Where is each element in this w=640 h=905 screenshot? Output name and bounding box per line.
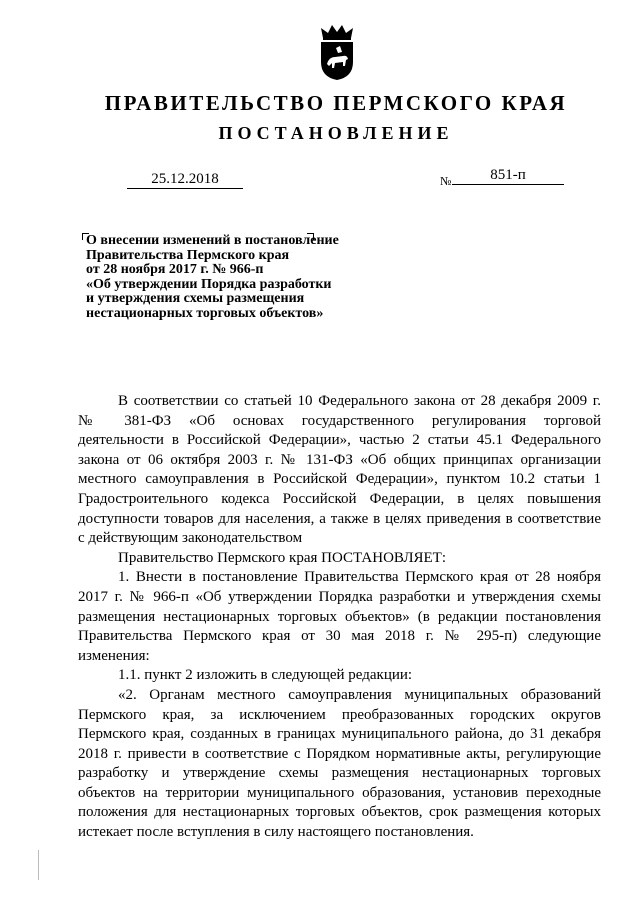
body-line: № 381-ФЗ «Об основах государственного регулирования торговой	[78, 412, 601, 429]
body-line: 1. Внести в постановление Правительства Пермского края от 28 ноября	[118, 569, 601, 586]
document-body	[78, 392, 601, 843]
body-line: 1.1. пункт 2 изложить в следующей редакции:	[118, 667, 413, 684]
subject-line: «Об утверждении Порядка разработки	[86, 276, 332, 292]
subject-line: и утверждения схемы размещения	[86, 291, 305, 306]
body-line: разработку и утверждение схемы размещения нестационарных торговых	[78, 765, 601, 782]
body-line: 2017 г. № 966-п «Об утверждении Порядка разработки и утверждения схемы	[78, 588, 601, 605]
coat-of-arms-icon	[315, 22, 359, 82]
body-line: Правительство Пермского края ПОСТАНОВЛЯЕТ:	[118, 549, 447, 566]
document-number: 851-п	[452, 167, 564, 185]
subject-line: О внесении изменений в постановление	[86, 233, 339, 248]
document-date: 25.12.2018	[127, 171, 243, 189]
body-line: «2. Органам местного самоуправления муниципальных образований	[118, 686, 601, 703]
body-line: В соответствии со статьей 10 Федерального закона от 28 декабря 2009 г.	[118, 393, 601, 409]
subject-block	[86, 234, 386, 321]
body-line: объектов на территории муниципального образования, установив переходные	[78, 784, 601, 801]
body-line: деятельности в Российской Федерации», частью 2 статьи 45.1 Федерального	[78, 432, 601, 449]
subject-line: нестационарных торговых объектов»	[86, 305, 324, 321]
body-line: положения для нестационарных торговых объектов, срок размещения которых	[78, 804, 601, 821]
body-line: Правительства Пермского края от 30 мая 2018 г. № 295-п) следующие	[78, 628, 601, 645]
body-line: Градостроительного кодекса Российской Федерации, в целях повышения	[78, 490, 601, 507]
document-type: ПОСТАНОВЛЕНИЕ	[218, 123, 454, 143]
body-line: местного самоуправления в Российской Федерации», пунктом 10.2 статьи 1	[78, 471, 601, 488]
body-line: доступности товаров для населения, а также в целях приведения в соответствие	[78, 510, 601, 527]
body-line: изменения:	[78, 647, 150, 664]
body-line: истекает после вступления в силу настоящего постановления.	[78, 824, 474, 841]
subject-line: от 28 ноября 2017 г. № 966-п	[86, 262, 264, 277]
body-line: с действующим законодательством	[78, 530, 303, 547]
subject-line: Правительства Пермского края	[86, 247, 290, 263]
body-line: Пермского края, созданных в границах муниципального района, до 31 декабря	[78, 726, 601, 743]
body-line: 2018 г. привести в соответствие с Порядком нормативные акты, регулирующие	[78, 745, 601, 762]
government-title: ПРАВИТЕЛЬСТВО ПЕРМСКОГО КРАЯ	[104, 91, 568, 115]
scan-margin-mark	[38, 850, 39, 880]
body-line: закона от 06 октября 2003 г. № 131-ФЗ «Об общих принципах организации	[78, 451, 601, 468]
body-line: Пермского края, за исключением преобразованных городских округов	[78, 706, 601, 723]
number-sign: №	[440, 174, 452, 188]
body-line: размещения нестационарных торговых объектов» (в редакции постановления	[78, 608, 601, 625]
